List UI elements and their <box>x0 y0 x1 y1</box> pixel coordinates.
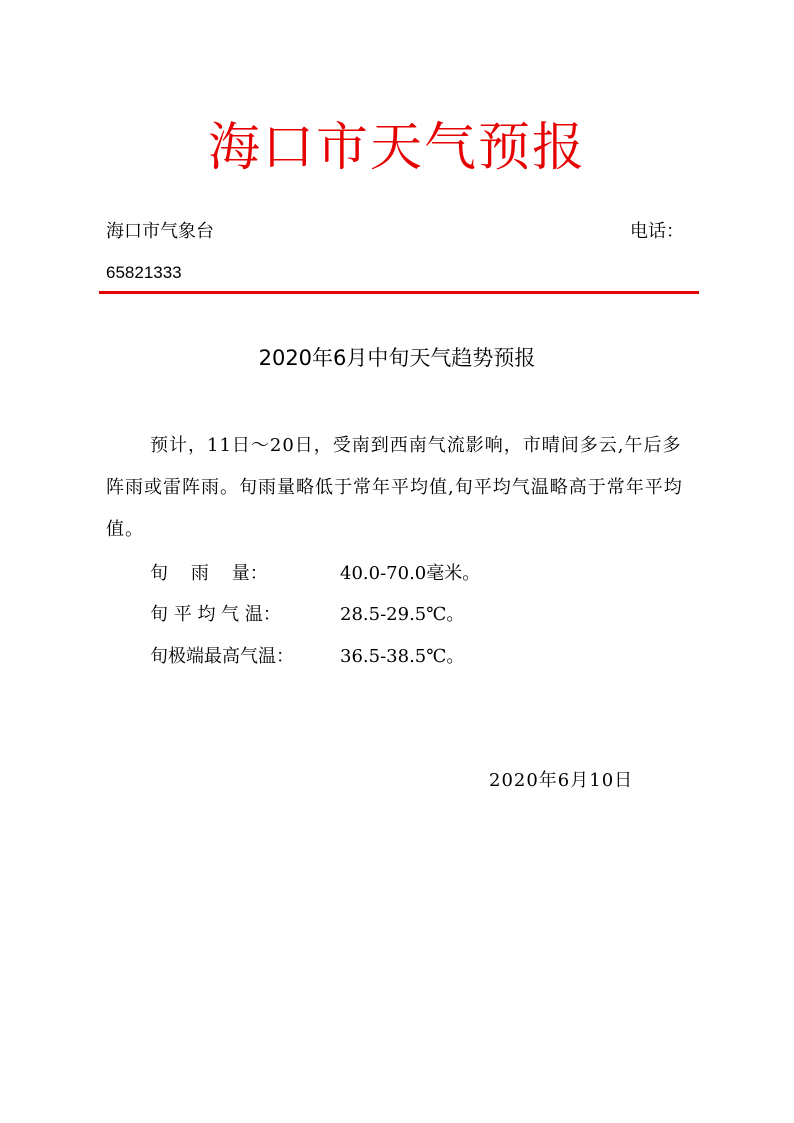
stat-max-temp-value: 36.5-38.5℃。 <box>340 646 465 667</box>
forecast-paragraph: 预计，11日～20日，受南到西南气流影响，市晴间多云,午后多阵雨或雷阵雨。旬雨量略低于常年平均值,旬平均气温略高于常年平均值。 <box>106 435 683 540</box>
issue-date: 2020年6月10日 <box>489 770 634 791</box>
stat-max-temp <box>150 643 464 671</box>
stat-rainfall <box>150 560 480 588</box>
page-title: 海口市天气预报 <box>207 118 586 178</box>
stat-avg-temp-label: 旬 平 均 气 温： <box>150 604 281 625</box>
stat-avg-temp-value: 28.5-29.5℃。 <box>340 604 465 625</box>
header-divider <box>99 291 699 294</box>
stat-max-temp-label: 旬极端最高气温： <box>150 646 294 667</box>
stat-rainfall-label: 旬 雨 量： <box>150 563 268 584</box>
report-subtitle: 2020年6月中旬天气趋势预报 <box>258 346 536 370</box>
phone-number: 65821333 <box>106 263 182 282</box>
stat-avg-temp <box>150 601 464 629</box>
agency-name: 海口市气象台 <box>106 221 214 242</box>
phone-label: 电话： <box>630 221 684 242</box>
stat-rainfall-value: 40.0-70.0毫米。 <box>340 563 481 584</box>
